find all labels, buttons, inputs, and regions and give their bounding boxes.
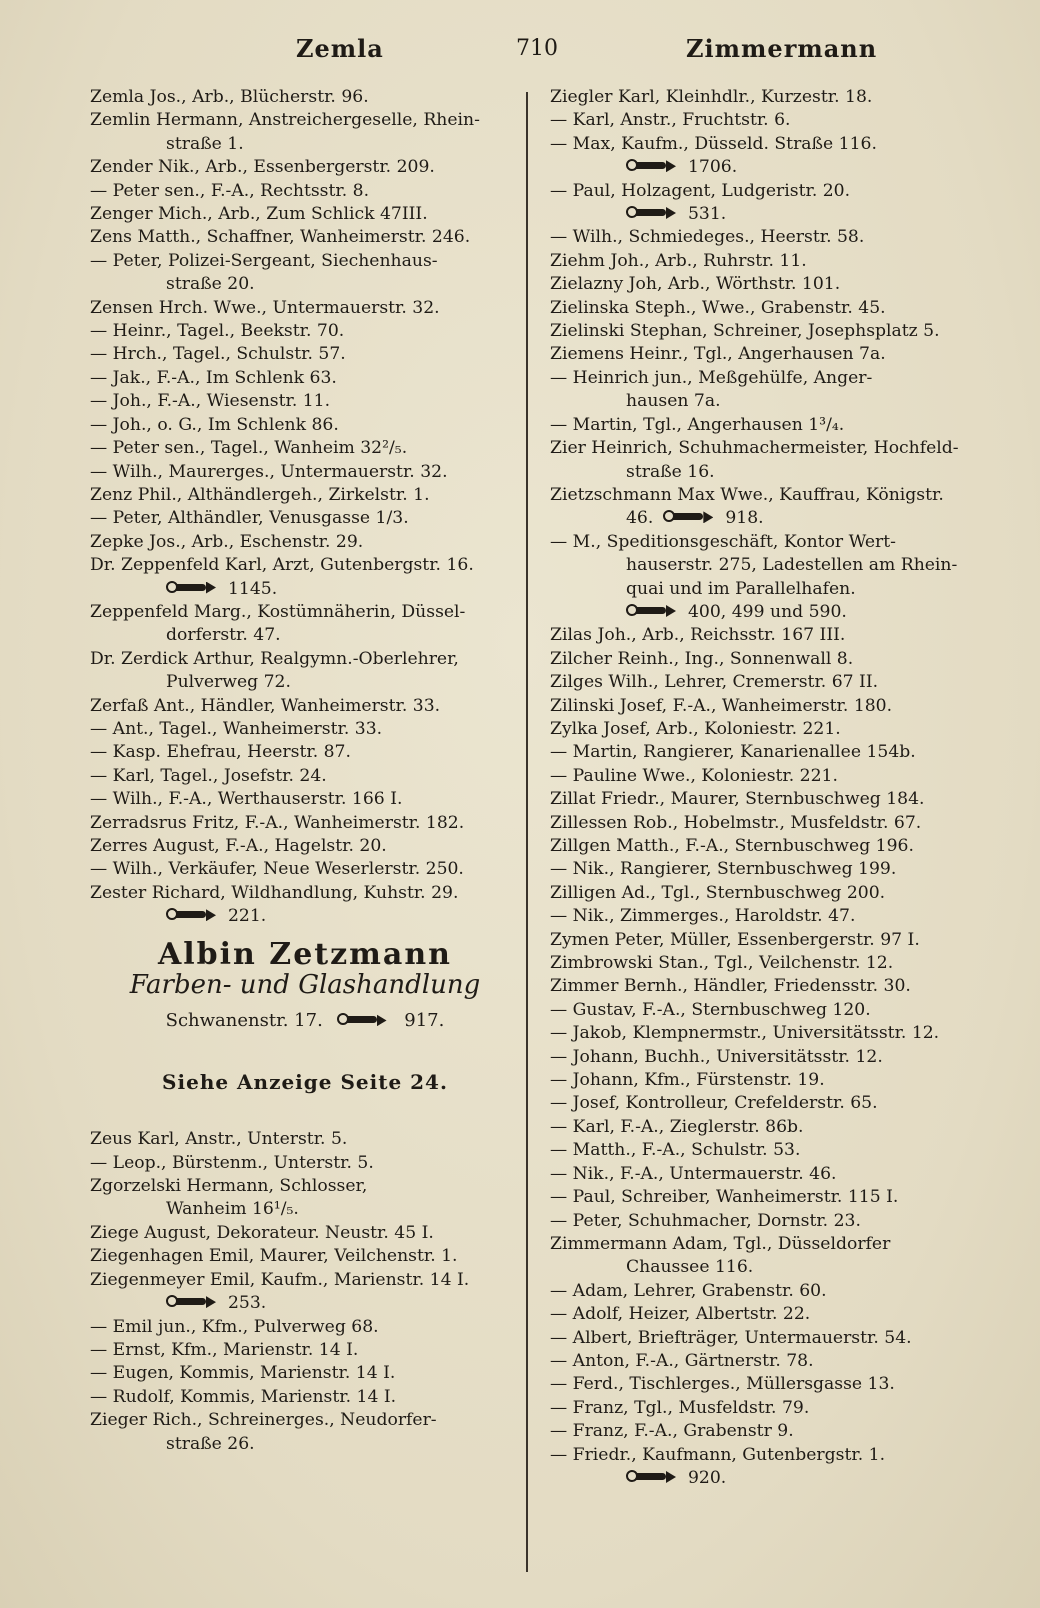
entry-text: — Heinr., Tagel., Beekstr. 70. xyxy=(90,321,345,342)
entry-text: Zillgen Matth., F.-A., Sternbuschweg 196. xyxy=(550,836,914,856)
entry-text: straße 16. xyxy=(626,461,715,482)
entry-text: Ziehm Joh., Arb., Ruhrstr. 11. xyxy=(550,250,807,271)
entry-text: — Pauline Wwe., Koloniestr. 221. xyxy=(550,765,838,786)
directory-entry xyxy=(90,203,520,226)
entry-text: Ziegenhagen Emil, Maurer, Veilchenstr. 1. xyxy=(90,1246,458,1267)
entry-text: — Albert, Briefträger, Untermauerstr. 54. xyxy=(550,1327,912,1348)
directory-entry xyxy=(90,858,520,881)
ad-subtitle: Farben- und Glashandlung xyxy=(129,970,481,1001)
entry-text: Zemlin Hermann, Anstreichergeselle, Rhein- xyxy=(90,110,480,131)
directory-entry xyxy=(550,1210,990,1233)
entry-text: — Paul, Schreiber, Wanheimerstr. 115 I. xyxy=(550,1187,899,1208)
entry-text: — Rudolf, Kommis, Marienstr. 14 I. xyxy=(90,1386,397,1407)
right-column xyxy=(550,86,990,1490)
entry-text: Pulverweg 72. xyxy=(166,672,291,693)
directory-entry xyxy=(550,812,990,835)
entry-text: Zielinska Steph., Wwe., Grabenstr. 45. xyxy=(550,297,886,318)
entry-text: — Martin, Rangierer, Kanarienallee 154b. xyxy=(550,742,916,763)
directory-entry xyxy=(550,297,990,320)
directory-entry xyxy=(90,1339,520,1362)
entry-text: Dr. Zerdick Arthur, Realgymn.-Oberlehrer, xyxy=(90,648,459,669)
directory-entry xyxy=(90,578,520,601)
entry-text: straße 20. xyxy=(166,274,255,295)
telephone-icon xyxy=(166,908,220,922)
entry-text: — Peter sen., Tagel., Wanheim 32²/₅. xyxy=(90,438,408,459)
entry-text: — Gustav, F.-A., Sternbuschweg 120. xyxy=(550,999,871,1020)
directory-entry xyxy=(90,109,520,132)
entry-text: — Nik., Zimmerges., Haroldstr. 47. xyxy=(550,906,856,927)
directory-entry xyxy=(550,1303,990,1326)
directory-entry xyxy=(550,741,990,764)
advertisement xyxy=(90,936,520,1095)
entry-text: — Karl, Tagel., Josefstr. 24. xyxy=(90,765,327,786)
directory-entry xyxy=(90,1152,520,1175)
directory-entry xyxy=(90,484,520,507)
directory-entry xyxy=(90,624,520,647)
entry-text: Zerres August, F.-A., Hagelstr. 20. xyxy=(90,836,387,856)
directory-entry xyxy=(550,858,990,881)
directory-entry xyxy=(90,905,520,928)
entry-text: Zerradsrus Fritz, F.-A., Wanheimerstr. 182. xyxy=(90,812,465,833)
directory-entry xyxy=(550,367,990,390)
entry-text: quai und im Parallelhafen. xyxy=(626,578,856,599)
telephone-icon xyxy=(166,581,220,595)
directory-entry xyxy=(550,1092,990,1115)
entry-text: — Peter, Althändler, Venusgasse 1/3. xyxy=(90,508,409,529)
directory-entry xyxy=(550,226,990,249)
directory-entry xyxy=(90,1245,520,1268)
directory-entry xyxy=(550,1046,990,1069)
entry-text: Zielinski Stephan, Schreiner, Josephsplatz 5. xyxy=(550,321,940,342)
entry-text: — Martin, Tgl., Angerhausen 1³/₄. xyxy=(550,414,845,435)
entry-text: Zeus Karl, Anstr., Unterstr. 5. xyxy=(90,1129,348,1150)
directory-entry xyxy=(550,414,990,437)
entry-text: — Hrch., Tagel., Schulstr. 57. xyxy=(90,344,346,365)
entry-text: Ziege August, Dekorateur. Neustr. 45 I. xyxy=(90,1222,434,1243)
entry-phone-number: 918. xyxy=(725,508,764,529)
entry-text: dorferstr. 47. xyxy=(166,625,281,646)
telephone-icon xyxy=(626,1470,680,1484)
entry-text: Zielazny Joh, Arb., Wörthstr. 101. xyxy=(550,274,841,295)
entry-text: Zenz Phil., Althändlergeh., Zirkelstr. 1. xyxy=(90,484,430,505)
entry-text: 221. xyxy=(228,906,267,927)
entry-text: 531. xyxy=(688,204,727,225)
directory-entry xyxy=(550,180,990,203)
telephone-icon xyxy=(166,1295,220,1309)
entry-text: Zier Heinrich, Schuhmachermeister, Hochfeld- xyxy=(550,438,959,459)
entry-text: — Emil jun., Kfm., Pulverweg 68. xyxy=(90,1316,379,1337)
directory-entry xyxy=(550,1116,990,1139)
directory-entry xyxy=(550,999,990,1022)
directory-entry xyxy=(90,531,520,554)
entry-text: — Ferd., Tischlerges., Müllersgasse 13. xyxy=(550,1374,895,1395)
directory-entry xyxy=(90,1222,520,1245)
directory-entry xyxy=(90,297,520,320)
directory-entry xyxy=(550,671,990,694)
directory-entry xyxy=(550,648,990,671)
entry-text: — Peter, Polizei-Sergeant, Siechenhaus- xyxy=(90,250,438,271)
directory-entry xyxy=(90,835,520,858)
entry-text: straße 1. xyxy=(166,133,244,154)
directory-entry xyxy=(550,1186,990,1209)
directory-entry xyxy=(550,437,990,460)
directory-entry xyxy=(550,1420,990,1443)
directory-entry xyxy=(550,203,990,226)
entry-text: 920. xyxy=(688,1467,727,1488)
entry-text: Zietzschmann Max Wwe., Kauffrau, Königstr. xyxy=(550,484,944,505)
directory-entry xyxy=(90,273,520,296)
directory-entry xyxy=(550,507,990,530)
entry-text: Zender Nik., Arb., Essenbergerstr. 209. xyxy=(90,157,435,178)
directory-entry xyxy=(550,929,990,952)
directory-entry xyxy=(550,695,990,718)
entry-text: straße 26. xyxy=(166,1433,255,1454)
entry-text: Ziegenmeyer Emil, Kaufm., Marienstr. 14 I. xyxy=(90,1269,470,1290)
directory-entry xyxy=(550,1444,990,1467)
entry-text: — Peter sen., F.-A., Rechtsstr. 8. xyxy=(90,180,370,201)
directory-entry xyxy=(550,835,990,858)
entry-text: — Franz, F.-A., Grabenstr 9. xyxy=(550,1421,794,1442)
ad-address-line xyxy=(90,1009,520,1032)
directory-entry xyxy=(90,554,520,577)
directory-entry xyxy=(550,531,990,554)
entry-text: — Matth., F.-A., Schulstr. 53. xyxy=(550,1140,801,1161)
entry-text: — Wilh., Maurerges., Untermauerstr. 32. xyxy=(90,461,448,482)
entry-text: Zillessen Rob., Hobelmstr., Musfeldstr. 67. xyxy=(550,812,922,833)
directory-entry xyxy=(90,414,520,437)
directory-entry xyxy=(550,554,990,577)
entry-text: Zenger Mich., Arb., Zum Schlick 47III. xyxy=(90,204,428,225)
entry-text: — Peter, Schuhmacher, Dornstr. 23. xyxy=(550,1210,861,1231)
directory-entry xyxy=(90,882,520,905)
directory-entry xyxy=(90,156,520,179)
directory-entry xyxy=(550,905,990,928)
entry-text: Ziemens Heinr., Tgl., Angerhausen 7a. xyxy=(550,344,886,365)
directory-entry xyxy=(90,250,520,273)
entry-text: — Heinrich jun., Meßgehülfe, Anger- xyxy=(550,367,873,388)
directory-entry xyxy=(550,1280,990,1303)
directory-entry xyxy=(90,812,520,835)
entry-text: — Wilh., F.-A., Werthauserstr. 166 I. xyxy=(90,789,403,810)
entry-text: — Kasp. Ehefrau, Heerstr. 87. xyxy=(90,742,351,763)
entry-text: — Anton, F.-A., Gärtnerstr. 78. xyxy=(550,1350,814,1371)
directory-entry xyxy=(550,882,990,905)
entry-text: Zillat Friedr., Maurer, Sternbuschweg 184. xyxy=(550,789,925,810)
entry-text: hausen 7a. xyxy=(626,391,721,412)
directory-entry xyxy=(550,975,990,998)
entry-text: Zester Richard, Wildhandlung, Kuhstr. 29. xyxy=(90,882,459,903)
entry-text: Dr. Zeppenfeld Karl, Arzt, Gutenbergstr. 16. xyxy=(90,555,474,576)
directory-entry xyxy=(90,86,520,109)
directory-entry xyxy=(550,1139,990,1162)
directory-entry xyxy=(550,273,990,296)
directory-entry xyxy=(550,109,990,132)
directory-entry xyxy=(90,390,520,413)
directory-entry xyxy=(550,765,990,788)
directory-entry xyxy=(550,343,990,366)
entry-text: — Jak., F.-A., Im Schlenk 63. xyxy=(90,367,337,388)
ad-see-reference: Siehe Anzeige Seite 24. xyxy=(162,1069,448,1094)
entry-text: — Leop., Bürstenm., Unterstr. 5. xyxy=(90,1152,374,1173)
right-entries xyxy=(550,86,990,1490)
entry-text: — Friedr., Kaufmann, Gutenbergstr. 1. xyxy=(550,1444,886,1465)
directory-entry xyxy=(90,1316,520,1339)
directory-entry xyxy=(90,788,520,811)
directory-entry xyxy=(550,718,990,741)
entry-text: Chaussee 116. xyxy=(626,1257,754,1278)
directory-entry xyxy=(550,156,990,179)
directory-entry xyxy=(90,718,520,741)
directory-entry xyxy=(90,601,520,624)
entry-text: Zymen Peter, Müller, Essenbergerstr. 97 I. xyxy=(550,929,920,950)
directory-entry xyxy=(90,1175,520,1198)
directory-entry xyxy=(90,741,520,764)
entry-text: — Josef, Kontrolleur, Crefelderstr. 65. xyxy=(550,1093,878,1114)
left-entries-bottom xyxy=(90,1128,520,1456)
entry-text: — Eugen, Kommis, Marienstr. 14 I. xyxy=(90,1363,396,1384)
header-right-keyword: Zimmermann xyxy=(686,34,878,63)
entry-text: — Karl, F.-A., Zieglerstr. 86b. xyxy=(550,1116,804,1137)
entry-text: Zens Matth., Schaffner, Wanheimerstr. 246. xyxy=(90,227,471,248)
directory-entry xyxy=(550,578,990,601)
directory-entry xyxy=(90,367,520,390)
entry-text: Zeppenfeld Marg., Kostümnäherin, Düssel- xyxy=(90,601,466,622)
entry-text: 400, 499 und 590. xyxy=(688,601,847,622)
directory-entry xyxy=(90,1386,520,1409)
directory-entry xyxy=(90,507,520,530)
directory-entry xyxy=(550,1256,990,1279)
directory-entry xyxy=(550,1233,990,1256)
directory-entry xyxy=(90,343,520,366)
telephone-icon xyxy=(626,604,680,618)
directory-entry xyxy=(550,390,990,413)
directory-entry xyxy=(550,1467,990,1490)
entry-text: — Joh., F.-A., Wiesenstr. 11. xyxy=(90,391,331,412)
directory-entry xyxy=(550,1327,990,1350)
directory-entry xyxy=(90,1433,520,1456)
entry-text: — Jakob, Klempnermstr., Universitätsstr. 12. xyxy=(550,1023,940,1044)
entry-text: hauserstr. 275, Ladestellen am Rhein- xyxy=(626,555,958,576)
directory-entry xyxy=(90,133,520,156)
ad-phone: 917. xyxy=(404,1010,445,1032)
entry-text: Zylka Josef, Arb., Koloniestr. 221. xyxy=(550,718,841,739)
directory-entry xyxy=(550,952,990,975)
ad-address: Schwanenstr. 17. xyxy=(165,1010,323,1032)
entry-text: 46. xyxy=(626,508,654,529)
directory-entry xyxy=(90,180,520,203)
entry-text: Zilges Wilh., Lehrer, Cremerstr. 67 II. xyxy=(550,672,879,693)
directory-entry xyxy=(550,86,990,109)
directory-entry xyxy=(90,226,520,249)
directory-entry xyxy=(90,1362,520,1385)
entry-text: — Adam, Lehrer, Grabenstr. 60. xyxy=(550,1280,827,1301)
entry-text: — Karl, Anstr., Fruchtstr. 6. xyxy=(550,110,791,131)
directory-entry xyxy=(90,695,520,718)
directory-entry xyxy=(550,461,990,484)
directory-entry xyxy=(90,320,520,343)
telephone-icon xyxy=(337,1013,391,1027)
left-column xyxy=(90,86,520,1456)
directory-entry xyxy=(550,484,990,507)
entry-text: Zemla Jos., Arb., Blücherstr. 96. xyxy=(90,87,369,107)
entry-text: Ziegler Karl, Kleinhdlr., Kurzestr. 18. xyxy=(550,87,873,107)
directory-entry xyxy=(550,133,990,156)
entry-text: — Paul, Holzagent, Ludgeristr. 20. xyxy=(550,180,851,201)
directory-entry xyxy=(550,1373,990,1396)
column-divider xyxy=(526,92,528,1572)
directory-entry xyxy=(550,601,990,624)
directory-entry xyxy=(90,1292,520,1315)
entry-text: — Adolf, Heizer, Albertstr. 22. xyxy=(550,1304,811,1325)
directory-entry xyxy=(90,671,520,694)
directory-entry xyxy=(90,648,520,671)
directory-entry xyxy=(90,1409,520,1432)
entry-text: Wanheim 16¹/₅. xyxy=(166,1199,299,1220)
page-header xyxy=(86,34,878,74)
directory-entry xyxy=(550,1163,990,1186)
directory-entry xyxy=(550,788,990,811)
entry-text: Zerfaß Ant., Händler, Wanheimerstr. 33. xyxy=(90,695,441,716)
entry-text: — Franz, Tgl., Musfeldstr. 79. xyxy=(550,1397,810,1418)
ad-name: Albin Zetzmann xyxy=(158,936,452,972)
directory-entry xyxy=(90,461,520,484)
entry-text: Zimmer Bernh., Händler, Friedensstr. 30. xyxy=(550,976,911,997)
directory-entry xyxy=(550,1069,990,1092)
entry-text: Zilinski Josef, F.-A., Wanheimerstr. 180. xyxy=(550,695,893,716)
directory-entry xyxy=(90,1128,520,1151)
telephone-icon xyxy=(626,159,680,173)
entry-text: — Joh., o. G., Im Schlenk 86. xyxy=(90,414,339,435)
directory-entry xyxy=(550,1350,990,1373)
entry-text: Zgorzelski Hermann, Schlosser, xyxy=(90,1176,368,1197)
directory-entry xyxy=(90,1198,520,1221)
entry-text: Zilcher Reinh., Ing., Sonnenwall 8. xyxy=(550,648,854,669)
entry-text: — Ant., Tagel., Wanheimerstr. 33. xyxy=(90,718,383,739)
entry-text: — Nik., Rangierer, Sternbuschweg 199. xyxy=(550,859,897,880)
entry-text: — Max, Kaufm., Düsseld. Straße 116. xyxy=(550,133,877,154)
entry-text: — Wilh., Verkäufer, Neue Weserlerstr. 250. xyxy=(90,859,464,880)
entry-text: — Ernst, Kfm., Marienstr. 14 I. xyxy=(90,1339,359,1360)
telephone-icon xyxy=(663,510,717,524)
entry-text: — Wilh., Schmiedeges., Heerstr. 58. xyxy=(550,227,865,248)
entry-text: Zilligen Ad., Tgl., Sternbuschweg 200. xyxy=(550,882,886,903)
directory-entry xyxy=(550,1397,990,1420)
directory-entry xyxy=(550,624,990,647)
entry-text: — Johann, Buchh., Universitätsstr. 12. xyxy=(550,1046,883,1067)
entry-text: 1706. xyxy=(688,157,738,178)
directory-entry xyxy=(90,437,520,460)
directory-entry xyxy=(90,1269,520,1292)
entry-text: — Johann, Kfm., Fürstenstr. 19. xyxy=(550,1070,825,1091)
entry-text: Zieger Rich., Schreinerges., Neudorfer- xyxy=(90,1410,437,1431)
entry-text: — Nik., F.-A., Untermauerstr. 46. xyxy=(550,1163,837,1184)
directory-entry xyxy=(550,250,990,273)
page-number: 710 xyxy=(516,36,558,61)
telephone-icon xyxy=(626,206,680,220)
entry-text: Zepke Jos., Arb., Eschenstr. 29. xyxy=(90,531,364,552)
entry-text: 1145. xyxy=(228,578,278,599)
directory-entry xyxy=(90,765,520,788)
entry-text: Zimmermann Adam, Tgl., Düsseldorfer xyxy=(550,1233,891,1254)
entry-text: Zimbrowski Stan., Tgl., Veilchenstr. 12. xyxy=(550,953,894,974)
directory-entry xyxy=(550,1022,990,1045)
left-entries-top xyxy=(90,86,520,929)
entry-text: — M., Speditionsgeschäft, Kontor Wert- xyxy=(550,531,896,552)
directory-entry xyxy=(550,320,990,343)
entry-text: 253. xyxy=(228,1293,267,1314)
entry-text: Zilas Joh., Arb., Reichsstr. 167 III. xyxy=(550,625,846,646)
entry-text: Zensen Hrch. Wwe., Untermauerstr. 32. xyxy=(90,297,440,318)
header-left-keyword: Zemla xyxy=(296,34,384,63)
